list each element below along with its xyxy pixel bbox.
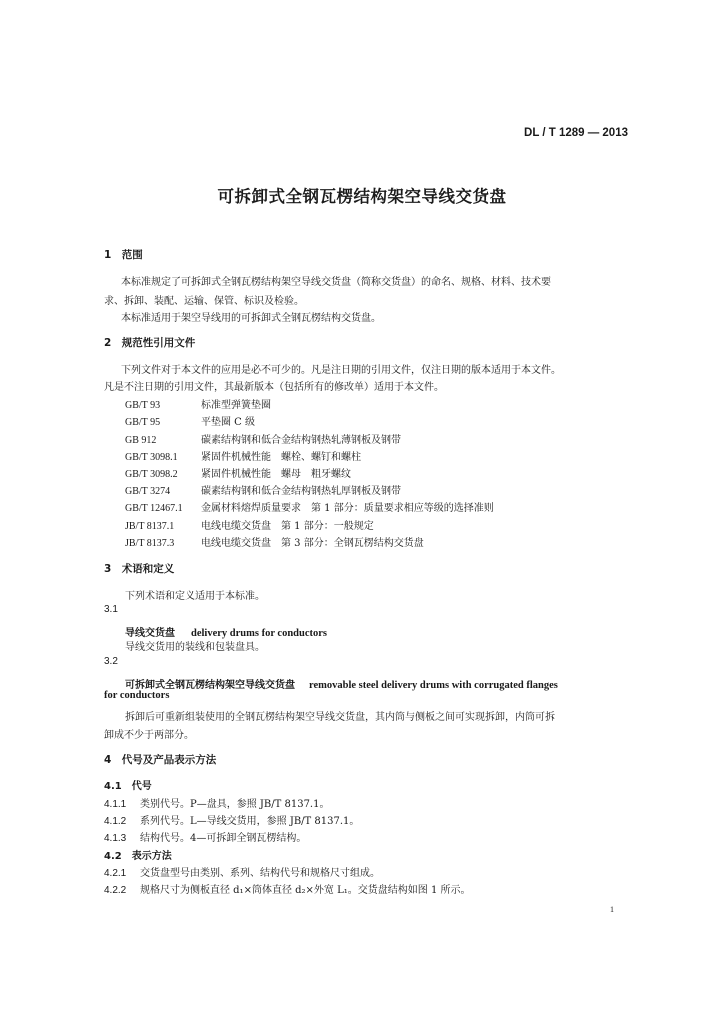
section-4-heading: 4 代号及产品表示方法 — [104, 754, 217, 766]
term-3-2-chinese: 可拆卸式全钢瓦楞结构架空导线交货盘 — [125, 680, 295, 691]
reference-code: GB/T 93 — [125, 400, 161, 411]
reference-item — [125, 534, 424, 549]
clause-number: 4.1.3 — [104, 833, 127, 844]
term-3-1-chinese: 导线交货盘 — [125, 628, 175, 639]
section-1-paragraph-1-line-1: 本标准规定了可拆卸式全钢瓦楞结构架空导线交货盘（简称交货盘）的命名、规格、材料、技术要 — [121, 277, 551, 288]
reference-item — [125, 517, 374, 532]
reference-title: 电线电缆交货盘 第 1 部分：一般规定 — [201, 521, 374, 532]
section-2-intro-line-1: 下列文件对于本文件的应用是必不可少的。凡是注日期的引用文件，仅注日期的版本适用于本文件。 — [121, 365, 561, 376]
reference-title: 紧固件机械性能 螺母 粗牙螺纹 — [201, 469, 351, 480]
reference-item — [125, 499, 494, 514]
clause-4-2-2 — [104, 881, 470, 896]
section-3-intro: 下列术语和定义适用于本标准。 — [125, 591, 265, 602]
subsection-4-2-heading: 4.2 表示方法 — [104, 851, 172, 862]
section-1-paragraph-2: 本标准适用于架空导线用的可拆卸式全钢瓦楞结构交货盘。 — [121, 313, 381, 324]
term-3-2-definition-line-2: 卸成不少于两部分。 — [104, 730, 194, 741]
reference-title: 金属材料熔焊质量要求 第 1 部分：质量要求相应等级的选择准则 — [201, 503, 494, 514]
clause-4-1-1 — [104, 795, 329, 810]
document-title: 可拆卸式全钢瓦楞结构架空导线交货盘 — [217, 187, 507, 206]
clause-number: 4.2.2 — [104, 885, 127, 896]
term-3-1-definition: 导线交货用的装线和包装盘具。 — [125, 642, 265, 653]
clause-text: 交货盘型号由类别、系列、结构代号和规格尺寸组成。 — [140, 868, 380, 879]
term-3-2-heading — [125, 673, 558, 692]
section-3-heading: 3 术语和定义 — [104, 563, 175, 575]
section-2-intro-line-2: 凡是不注日期的引用文件，其最新版本（包括所有的修改单）适用于本文件。 — [104, 382, 444, 393]
clause-text: 系列代号。L—导线交货用，参照 JB/T 8137.1。 — [140, 816, 360, 827]
reference-code: GB/T 95 — [125, 417, 161, 428]
section-1-heading: 1 范围 — [104, 249, 143, 261]
clause-4-2-1 — [104, 864, 380, 879]
term-3-1-number: 3.1 — [104, 604, 118, 615]
reference-code: GB/T 12467.1 — [125, 503, 183, 514]
clause-text: 类别代号。P—盘具，参照 JB/T 8137.1。 — [140, 799, 330, 810]
term-3-2-english: removable steel delivery drums with corrugated flanges — [309, 680, 558, 691]
section-1-paragraph-1-line-2: 求、拆卸、装配、运输、保管、标识及检验。 — [104, 296, 304, 307]
clause-number: 4.1.2 — [104, 816, 127, 827]
reference-code: GB/T 3098.2 — [125, 469, 178, 480]
term-3-2-definition-line-1: 拆卸后可重新组装使用的全钢瓦楞结构架空导线交货盘，其内筒与侧板之间可实现拆卸，内筒可拆 — [125, 712, 555, 723]
reference-item — [125, 431, 401, 446]
term-3-2-number: 3.2 — [104, 656, 118, 667]
term-3-2-english-continuation: for conductors — [104, 690, 170, 701]
reference-title: 平垫圈 C 级 — [201, 417, 256, 428]
reference-code: GB/T 3098.1 — [125, 452, 178, 463]
page-number: 1 — [610, 905, 614, 914]
clause-number: 4.1.1 — [104, 799, 127, 810]
reference-title: 标准型弹簧垫圈 — [201, 400, 271, 411]
clause-text: 规格尺寸为侧板直径 d₁×筒体直径 d₂×外宽 L₁。交货盘结构如图 1 所示。 — [140, 885, 471, 896]
subsection-4-1-heading: 4.1 代号 — [104, 781, 152, 792]
reference-code: JB/T 8137.1 — [125, 521, 175, 532]
reference-code: GB/T 3274 — [125, 486, 171, 497]
clause-number: 4.2.1 — [104, 868, 127, 879]
reference-item — [125, 396, 271, 411]
clause-text: 结构代号。4—可拆卸全钢瓦楞结构。 — [140, 833, 307, 844]
reference-item — [125, 482, 401, 497]
reference-item — [125, 448, 361, 463]
section-2-heading: 2 规范性引用文件 — [104, 337, 196, 349]
reference-item — [125, 413, 255, 428]
standard-number: DL / T 1289 — 2013 — [524, 127, 628, 139]
reference-code: GB 912 — [125, 435, 157, 446]
reference-code: JB/T 8137.3 — [125, 538, 175, 549]
reference-title: 碳素结构钢和低合金结构钢热轧厚钢板及钢带 — [201, 486, 401, 497]
term-3-1-english: delivery drums for conductors — [191, 628, 328, 639]
clause-4-1-2 — [104, 812, 359, 827]
reference-item — [125, 465, 351, 480]
reference-title: 电线电缆交货盘 第 3 部分：全钢瓦楞结构交货盘 — [201, 538, 424, 549]
clause-4-1-3 — [104, 829, 306, 844]
reference-title: 碳素结构钢和低合金结构钢热轧薄钢板及钢带 — [201, 435, 401, 446]
reference-title: 紧固件机械性能 螺栓、螺钉和螺柱 — [201, 452, 361, 463]
